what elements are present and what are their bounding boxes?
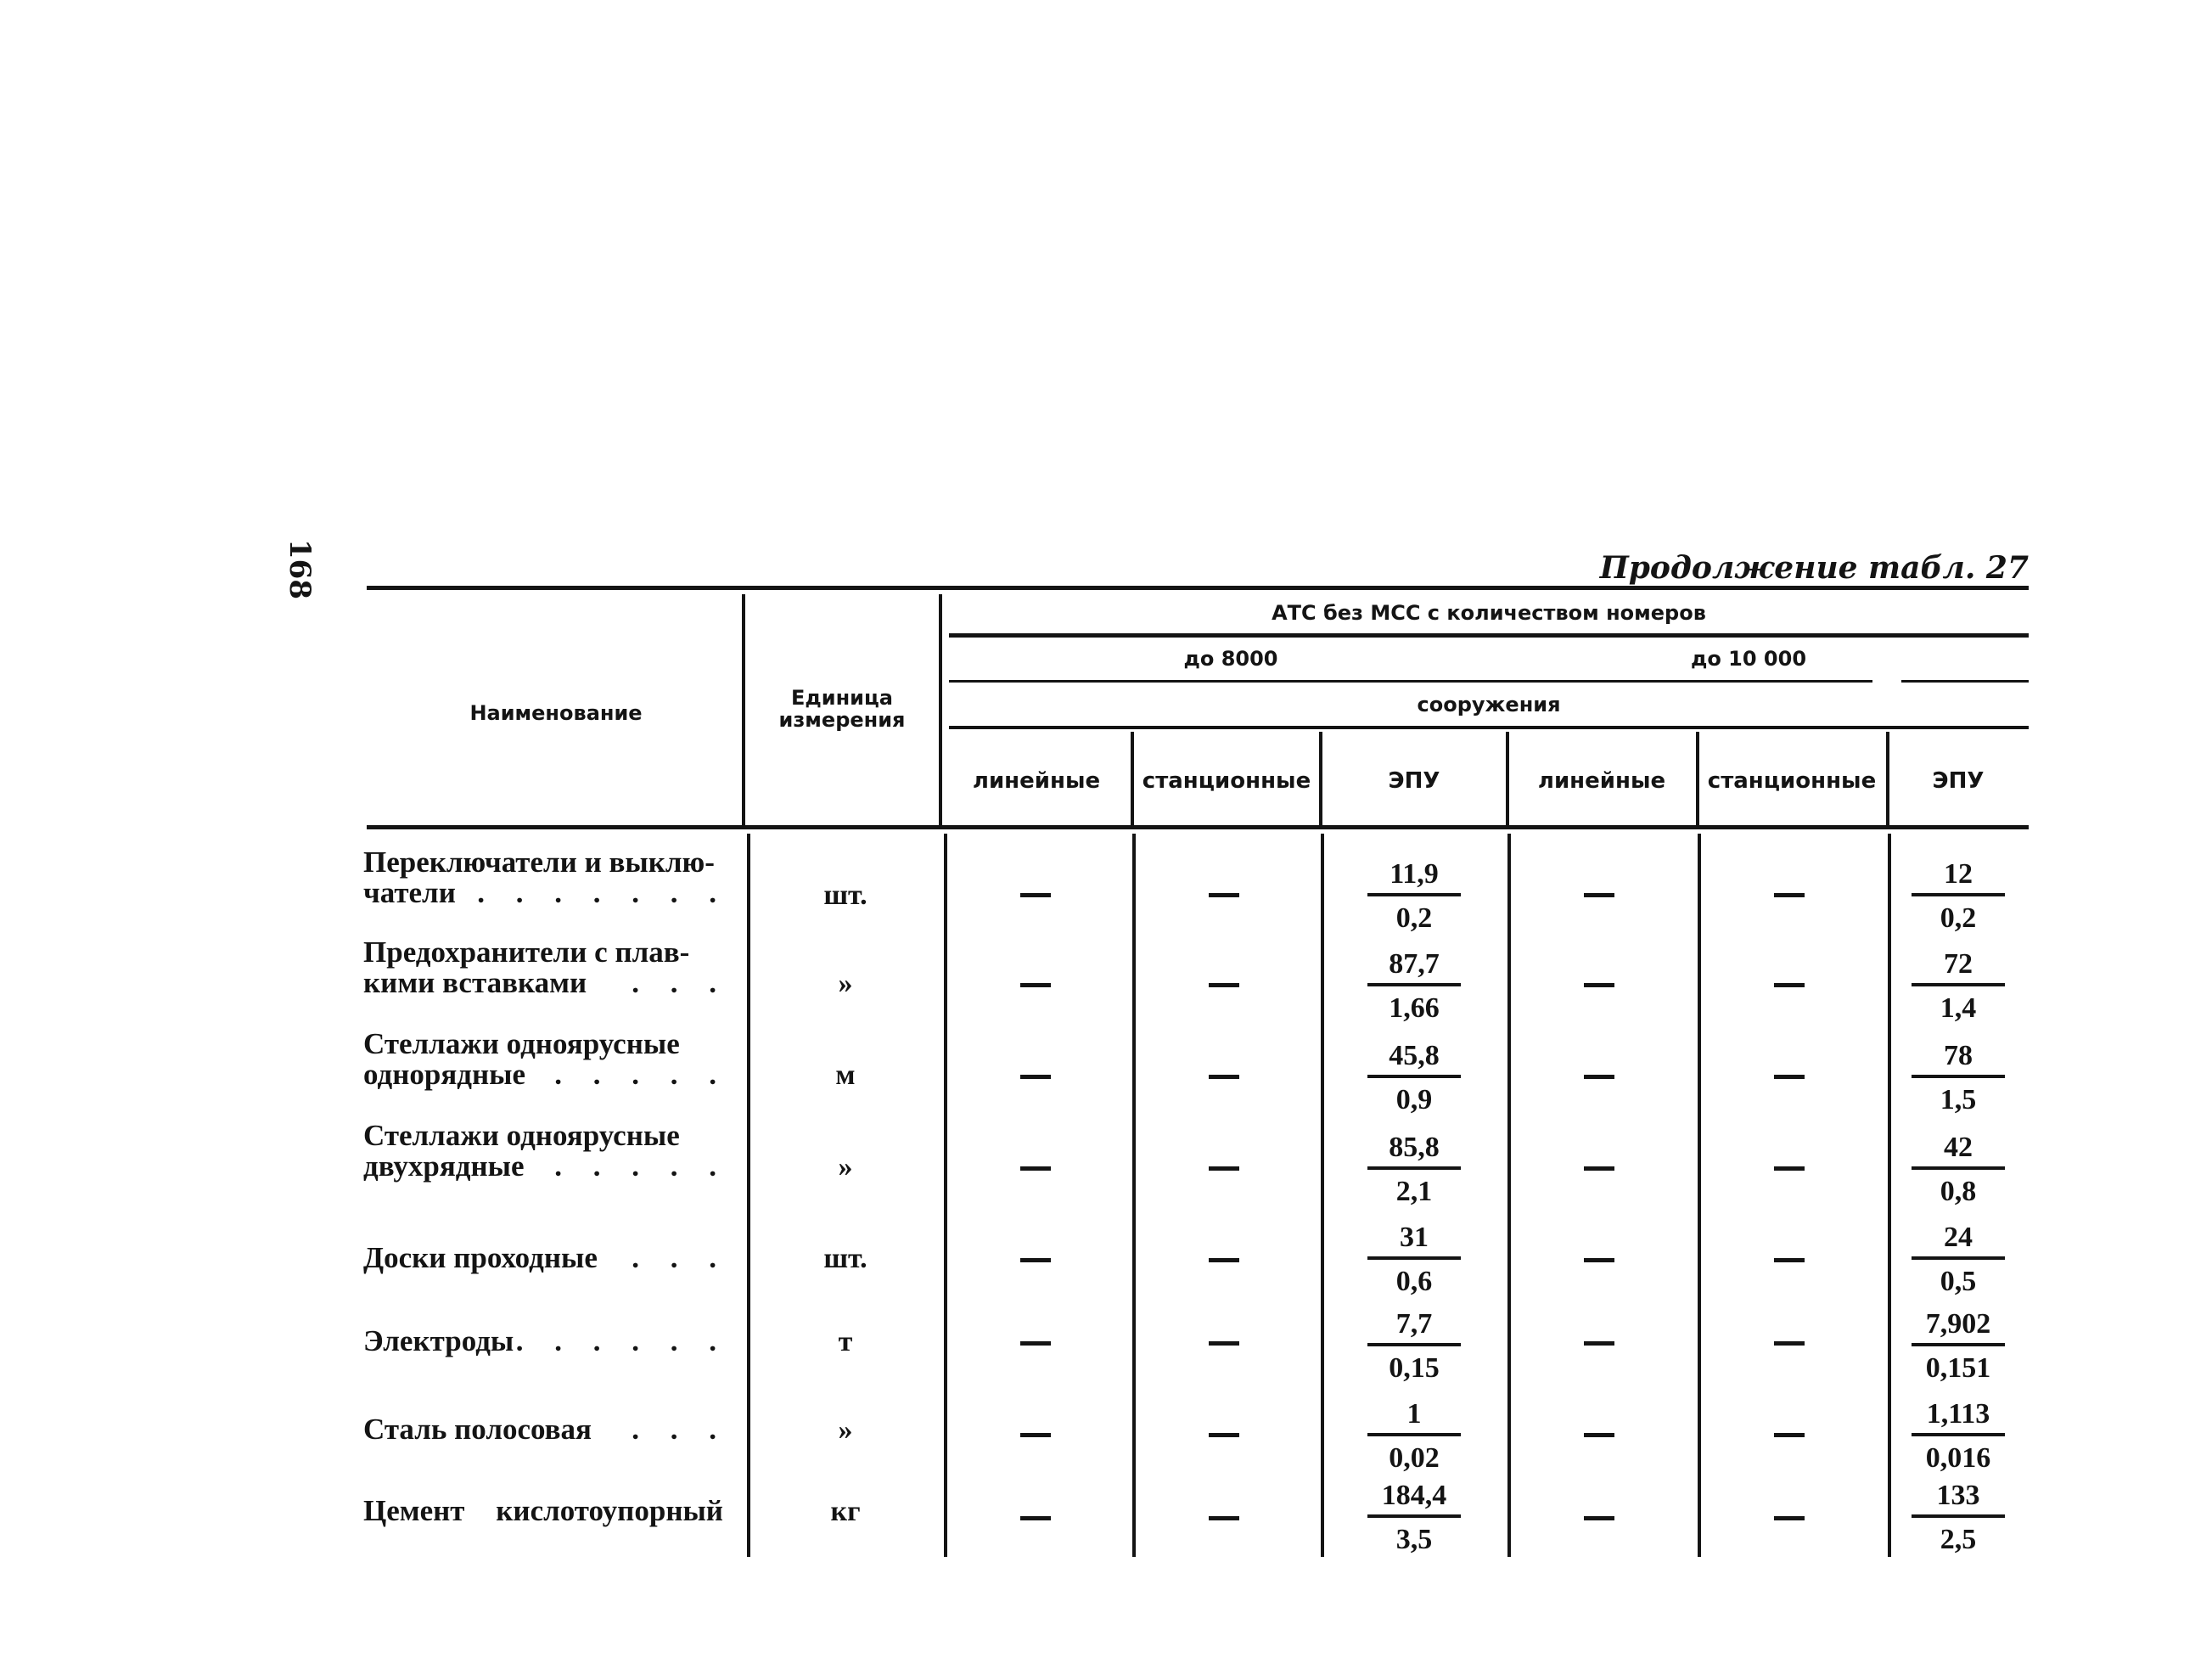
header-bottom-rule [367,825,2029,829]
denominator: 0,8 [1940,1176,1977,1207]
numerator: 85,8 [1367,1129,1461,1170]
numerator: 24 [1912,1219,2005,1260]
header-unit-line1: Единица [791,686,893,710]
denominator: 0,9 [1395,1084,1433,1115]
numerator: 45,8 [1367,1037,1461,1078]
header-vline-name-unit [742,594,745,825]
dash-lin-10000 [1584,1433,1614,1437]
row-unit: шт. [823,879,867,911]
numerator: 133 [1912,1477,2005,1518]
row-unit: » [838,1151,853,1183]
row-name-line1 [363,937,728,968]
dash-stat-8000 [1209,983,1239,987]
header-col-stat-10000: станционные [1707,768,1877,794]
numerator: 31 [1367,1219,1461,1260]
structures-rule [949,726,2029,729]
body-vline-col1-col2 [1132,834,1136,1557]
row-name-text: Цемент кислотоупорный [363,1494,723,1527]
denominator: 0,02 [1389,1442,1440,1474]
numerator: 12 [1912,856,2005,896]
epu-8000-fraction [1367,1129,1461,1211]
dash-lin-8000 [1020,1075,1051,1079]
body-vline-col3-col4 [1507,834,1511,1557]
header-sub-8000: до 8000 [1183,647,1278,671]
epu-10000-fraction [1912,1306,2005,1387]
denominator: 2,1 [1395,1176,1433,1207]
denominator: 0,151 [1925,1352,1991,1384]
dash-stat-8000 [1209,1516,1239,1520]
epu-10000-fraction [1912,1219,2005,1301]
dash-stat-10000 [1774,1258,1805,1262]
dash-stat-10000 [1774,1341,1805,1346]
numerator: 42 [1912,1129,2005,1170]
row-name-line2 [363,1151,728,1182]
page-number: 168 [283,539,317,599]
header-sub-10000: до 10 000 [1690,647,1807,671]
dash-lin-10000 [1584,1166,1614,1171]
numerator: 78 [1912,1037,2005,1078]
dash-stat-8000 [1209,1433,1239,1437]
row-leader-dots: . . . . . [554,1058,728,1091]
header-col-epu-10000: ЭПУ [1932,768,1985,794]
subgroup-rule-left [949,680,1872,683]
row-leader-dots: . . . . . . . [477,876,728,909]
epu-10000-fraction [1912,946,2005,1027]
dash-lin-8000 [1020,1258,1051,1262]
row-name-text: кими вставками [363,966,587,999]
header-col-lin-10000: линейные [1537,768,1666,794]
row-name-text: Сталь полосовая [363,1413,592,1446]
numerator: 87,7 [1367,946,1461,986]
epu-8000-fraction [1367,1396,1461,1477]
row-name-line2 [363,878,728,908]
subgroup-rule-right [1901,680,2029,683]
dash-lin-10000 [1584,983,1614,987]
header-name: Наименование [469,701,643,725]
row-unit: » [838,1414,853,1446]
epu-8000-fraction [1367,1037,1461,1119]
row-name-line2 [363,968,728,998]
dash-lin-10000 [1584,1258,1614,1262]
body-vline-col2-col3 [1321,834,1324,1557]
epu-8000-fraction [1367,856,1461,937]
dash-lin-8000 [1020,1433,1051,1437]
numerator: 7,7 [1367,1306,1461,1346]
epu-10000-fraction [1912,856,2005,937]
dash-lin-8000 [1020,893,1051,897]
row-name-line2 [363,1059,728,1090]
dash-lin-10000 [1584,1341,1614,1346]
epu-10000-fraction [1912,1037,2005,1119]
header-col-epu-8000: ЭПУ [1388,768,1440,794]
dash-lin-10000 [1584,893,1614,897]
header-structures: сооружения [1417,693,1561,716]
numerator: 1,113 [1912,1396,2005,1436]
dash-stat-8000 [1209,893,1239,897]
body-vline-col4-col5 [1698,834,1701,1557]
row-leader-dots: . . . [632,966,728,999]
denominator: 2,5 [1940,1524,1977,1555]
row-name-text: чатели [363,876,456,909]
epu-8000-fraction [1367,946,1461,1027]
denominator: 0,2 [1940,902,1977,934]
body-vline-name-unit [747,834,750,1557]
denominator: 3,5 [1395,1524,1433,1555]
dash-stat-8000 [1209,1341,1239,1346]
dash-stat-10000 [1774,1433,1805,1437]
row-name-line1 [363,1121,728,1151]
group-rule [949,633,2029,638]
row-unit: » [838,968,853,999]
row-name-line2 [363,1414,728,1445]
row-name-text: Стеллажи одноярусные [363,1027,680,1060]
row-name-line1 [363,1029,728,1059]
denominator: 1,5 [1940,1084,1977,1115]
row-leader-dots: . . . . . . [515,1324,728,1357]
denominator: 1,66 [1389,992,1440,1024]
numerator: 7,902 [1912,1306,2005,1346]
row-leader-dots: . . . [632,1413,728,1446]
dash-stat-8000 [1209,1258,1239,1262]
header-col-stat-8000: станционные [1142,768,1311,794]
numerator: 184,4 [1367,1477,1461,1518]
row-name-text: Предохранители с плав- [363,936,690,969]
dash-stat-10000 [1774,893,1805,897]
body-vline-unit-col1 [944,834,947,1557]
denominator: 1,4 [1940,992,1977,1024]
dash-lin-8000 [1020,1341,1051,1346]
row-unit: м [835,1059,856,1091]
row-name-text: Электроды [363,1324,514,1357]
row-name-line2 [363,1496,728,1526]
row-name-text: Стеллажи одноярусные [363,1119,680,1152]
denominator: 0,5 [1940,1266,1977,1297]
epu-10000-fraction [1912,1129,2005,1211]
dash-lin-8000 [1020,983,1051,987]
epu-10000-fraction [1912,1477,2005,1559]
header-unit-line2: измерения [778,708,906,732]
dash-lin-8000 [1020,1516,1051,1520]
top-rule [367,586,2029,590]
dash-stat-8000 [1209,1166,1239,1171]
dash-stat-10000 [1774,983,1805,987]
row-leader-dots: . . . . . [554,1149,728,1183]
header-group: АТС без МСС с количеством номеров [1272,601,1706,625]
dash-lin-10000 [1584,1516,1614,1520]
dash-stat-8000 [1209,1075,1239,1079]
dash-stat-10000 [1774,1516,1805,1520]
row-leader-dots: . . . [632,1241,728,1274]
row-name-text: Доски проходные [363,1241,598,1274]
row-name-text: однорядные [363,1058,525,1091]
denominator: 0,2 [1395,902,1433,934]
row-name-text: Переключатели и выклю- [363,846,715,879]
row-name-line1 [363,847,728,878]
row-name-line2 [363,1243,728,1273]
epu-8000-fraction [1367,1306,1461,1387]
epu-8000-fraction [1367,1477,1461,1559]
body-vline-col5-col6 [1888,834,1891,1557]
epu-10000-fraction [1912,1396,2005,1477]
dash-stat-10000 [1774,1075,1805,1079]
numerator: 1 [1367,1396,1461,1436]
dash-lin-10000 [1584,1075,1614,1079]
row-unit: кг [830,1496,861,1527]
row-unit: т [838,1326,853,1357]
numerator: 72 [1912,946,2005,986]
denominator: 0,016 [1925,1442,1991,1474]
row-name-text: двухрядные [363,1149,525,1183]
table-caption: Продолжение табл. 27 [1599,550,2029,586]
row-unit: шт. [823,1243,867,1274]
row-name-line2 [363,1326,728,1357]
epu-8000-fraction [1367,1219,1461,1301]
numerator: 11,9 [1367,856,1461,896]
header-col-lin-8000: линейные [972,768,1101,794]
denominator: 0,6 [1395,1266,1433,1297]
denominator: 0,15 [1389,1352,1440,1384]
dash-stat-10000 [1774,1166,1805,1171]
dash-lin-8000 [1020,1166,1051,1171]
